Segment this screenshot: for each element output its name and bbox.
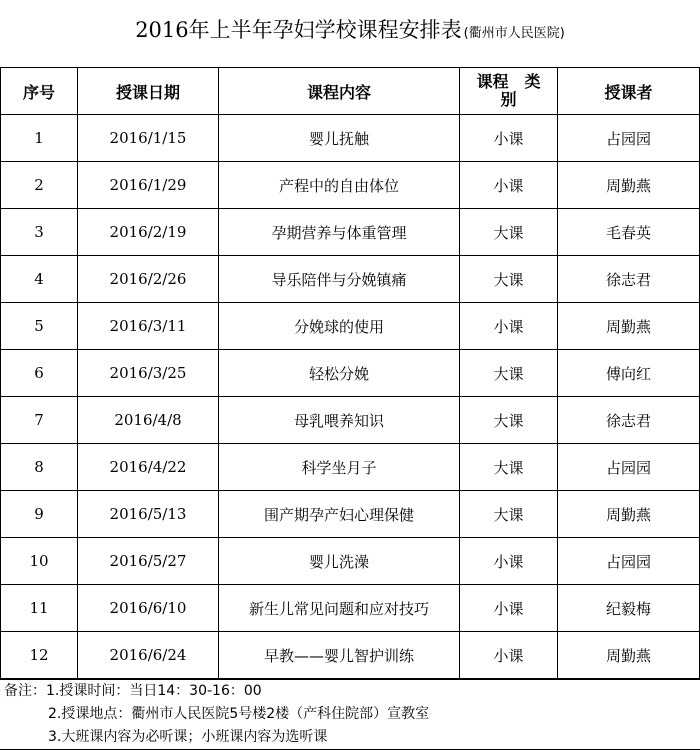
header-no: 序号 <box>1 68 78 115</box>
cell-content: 婴儿洗澡 <box>219 538 460 585</box>
cell-date: 2016/2/19 <box>78 209 219 256</box>
cell-type: 大课 <box>460 256 558 303</box>
cell-type: 大课 <box>460 209 558 256</box>
table-row <box>1 115 700 162</box>
cell-teacher: 周勤燕 <box>558 162 700 209</box>
cell-date: 2016/4/8 <box>78 397 219 444</box>
cell-type: 小课 <box>460 632 558 679</box>
cell-no: 6 <box>1 350 78 397</box>
cell-teacher: 占园园 <box>558 444 700 491</box>
notes <box>0 679 700 750</box>
cell-date: 2016/1/29 <box>78 162 219 209</box>
cell-no: 2 <box>1 162 78 209</box>
cell-content: 分娩球的使用 <box>219 303 460 350</box>
cell-content: 早教——婴儿智护训练 <box>219 632 460 679</box>
cell-no: 5 <box>1 303 78 350</box>
cell-content: 轻松分娩 <box>219 350 460 397</box>
cell-content: 产程中的自由体位 <box>219 162 460 209</box>
title-hospital: (衢州市人民医院) <box>463 26 565 41</box>
header-teacher: 授课者 <box>558 68 700 115</box>
cell-teacher: 占园园 <box>558 538 700 585</box>
cell-date: 2016/6/24 <box>78 632 219 679</box>
cell-type: 小课 <box>460 162 558 209</box>
cell-content: 围产期孕产妇心理保健 <box>219 491 460 538</box>
cell-type: 小课 <box>460 585 558 632</box>
note-line-2: 2.授课地点：衢州市人民医院5号楼2楼（产科住院部）宣教室 <box>48 706 430 722</box>
cell-no: 12 <box>1 632 78 679</box>
table-row <box>1 209 700 256</box>
cell-teacher: 周勤燕 <box>558 491 700 538</box>
table-row <box>1 303 700 350</box>
cell-teacher: 周勤燕 <box>558 632 700 679</box>
header-type-line1: 课程 类 <box>476 72 541 91</box>
table-row <box>1 256 700 303</box>
cell-content: 孕期营养与体重管理 <box>219 209 460 256</box>
cell-no: 11 <box>1 585 78 632</box>
cell-no: 3 <box>1 209 78 256</box>
cell-content: 婴儿抚触 <box>219 115 460 162</box>
cell-teacher: 徐志君 <box>558 256 700 303</box>
table-row <box>1 397 700 444</box>
title-main: 2016年上半年孕妇学校课程安排表 <box>135 18 462 42</box>
header-content: 课程内容 <box>219 68 460 115</box>
cell-teacher: 傅向红 <box>558 350 700 397</box>
cell-type: 小课 <box>460 303 558 350</box>
table-row <box>1 162 700 209</box>
header-date: 授课日期 <box>78 68 219 115</box>
header-type-line2: 别 <box>500 90 517 109</box>
header-row <box>1 68 700 115</box>
table-row <box>1 632 700 679</box>
note-line-1: 备注：1.授课时间：当日14：30-16：00 <box>0 679 700 703</box>
table-row <box>1 538 700 585</box>
cell-type: 小课 <box>460 115 558 162</box>
cell-date: 2016/5/27 <box>78 538 219 585</box>
cell-content: 母乳喂养知识 <box>219 397 460 444</box>
cell-teacher: 徐志君 <box>558 397 700 444</box>
cell-type: 大课 <box>460 350 558 397</box>
cell-date: 2016/2/26 <box>78 256 219 303</box>
cell-no: 7 <box>1 397 78 444</box>
table-row <box>1 585 700 632</box>
cell-teacher: 纪毅梅 <box>558 585 700 632</box>
table-row <box>1 350 700 397</box>
cell-no: 8 <box>1 444 78 491</box>
note-line-3: 3.大班课内容为必听课；小班课内容为选听课 <box>0 726 700 750</box>
table-body <box>1 115 700 679</box>
cell-date: 2016/1/15 <box>78 115 219 162</box>
cell-type: 小课 <box>460 538 558 585</box>
cell-no: 1 <box>1 115 78 162</box>
cell-type: 大课 <box>460 491 558 538</box>
cell-date: 2016/3/25 <box>78 350 219 397</box>
header-type <box>460 68 558 115</box>
cell-no: 10 <box>1 538 78 585</box>
cell-teacher: 占园园 <box>558 115 700 162</box>
cell-content: 科学坐月子 <box>219 444 460 491</box>
page-title <box>0 14 700 44</box>
table-row <box>1 444 700 491</box>
cell-date: 2016/5/13 <box>78 491 219 538</box>
cell-no: 9 <box>1 491 78 538</box>
cell-date: 2016/4/22 <box>78 444 219 491</box>
cell-date: 2016/3/11 <box>78 303 219 350</box>
cell-content: 新生儿常见问题和应对技巧 <box>219 585 460 632</box>
schedule-table <box>0 67 700 679</box>
cell-content: 导乐陪伴与分娩镇痛 <box>219 256 460 303</box>
cell-date: 2016/6/10 <box>78 585 219 632</box>
cell-type: 大课 <box>460 444 558 491</box>
cell-teacher: 周勤燕 <box>558 303 700 350</box>
table-row <box>1 491 700 538</box>
cell-type: 大课 <box>460 397 558 444</box>
cell-no: 4 <box>1 256 78 303</box>
cell-teacher: 毛春英 <box>558 209 700 256</box>
